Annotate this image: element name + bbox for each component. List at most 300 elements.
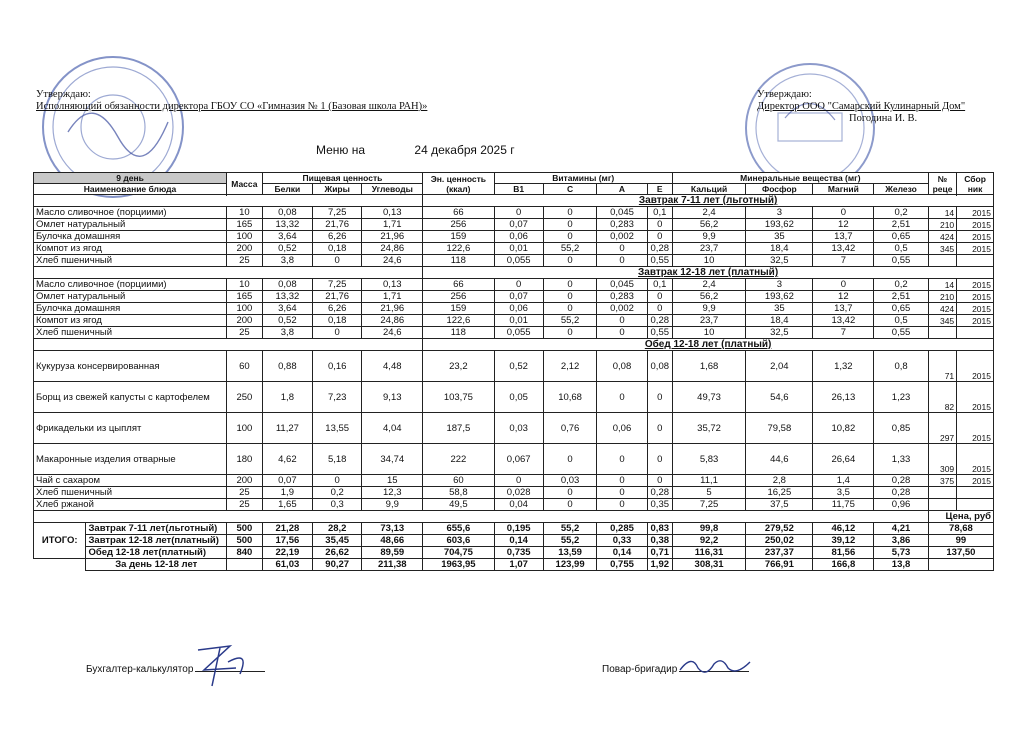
dish-mass: 25 bbox=[227, 499, 263, 511]
dish-protein: 0,52 bbox=[262, 315, 312, 327]
dish-recipe: 210 bbox=[928, 291, 956, 303]
dish-iron: 2,51 bbox=[874, 219, 929, 231]
dish-fat: 21,76 bbox=[313, 291, 362, 303]
dish-phosphorus: 54,6 bbox=[746, 382, 813, 413]
dish-magnesium: 7 bbox=[813, 327, 874, 339]
dish-calcium: 7,25 bbox=[672, 499, 745, 511]
dish-magnesium: 13,42 bbox=[813, 315, 874, 327]
dish-name: Омлет натуральный bbox=[34, 219, 227, 231]
dish-carbs: 1,71 bbox=[362, 219, 423, 231]
day-total-fat: 90,27 bbox=[313, 559, 362, 571]
dish-iron: 0,28 bbox=[874, 475, 929, 487]
dish-e: 0 bbox=[647, 303, 672, 315]
dish-fat: 0 bbox=[313, 475, 362, 487]
dish-carbs: 15 bbox=[362, 475, 423, 487]
total-b1: 0,195 bbox=[494, 523, 543, 535]
dish-recipe: 375 bbox=[928, 475, 956, 487]
dish-phosphorus: 37,5 bbox=[746, 499, 813, 511]
price-label: Цена, руб bbox=[928, 511, 993, 523]
day-total-a: 0,755 bbox=[597, 559, 647, 571]
total-energy: 704,75 bbox=[423, 547, 494, 559]
dish-fat: 6,26 bbox=[313, 303, 362, 315]
dish-a: 0,045 bbox=[597, 279, 647, 291]
dish-collection: 2015 bbox=[957, 219, 994, 231]
dish-e: 0 bbox=[647, 413, 672, 444]
dish-name: Хлеб пшеничный bbox=[34, 487, 227, 499]
dish-b1: 0 bbox=[494, 207, 543, 219]
dish-a: 0 bbox=[597, 255, 647, 267]
day-total-c: 123,99 bbox=[543, 559, 597, 571]
dish-protein: 0,07 bbox=[262, 475, 312, 487]
dish-name: Кукуруза консервированная bbox=[34, 351, 227, 382]
dish-a: 0,06 bbox=[597, 413, 647, 444]
dish-e: 0,35 bbox=[647, 499, 672, 511]
dish-b1: 0,52 bbox=[494, 351, 543, 382]
header-minerals: Минеральные вещества (мг) bbox=[672, 173, 928, 184]
dish-name: Масло сливочное (порциими) bbox=[34, 279, 227, 291]
dish-collection bbox=[957, 255, 994, 267]
dish-recipe: 210 bbox=[928, 219, 956, 231]
dish-collection: 2015 bbox=[957, 382, 994, 413]
dish-protein: 3,64 bbox=[262, 231, 312, 243]
total-fat: 26,62 bbox=[313, 547, 362, 559]
dish-iron: 0,5 bbox=[874, 243, 929, 255]
dish-magnesium: 13,7 bbox=[813, 231, 874, 243]
dish-collection: 2015 bbox=[957, 413, 994, 444]
dish-c: 55,2 bbox=[543, 315, 597, 327]
total-c: 55,2 bbox=[543, 523, 597, 535]
dish-energy: 58,8 bbox=[423, 487, 494, 499]
total-carbs: 48,66 bbox=[362, 535, 423, 547]
dish-phosphorus: 44,6 bbox=[746, 444, 813, 475]
dish-fat: 0,16 bbox=[313, 351, 362, 382]
dish-collection bbox=[957, 487, 994, 499]
dish-iron: 0,8 bbox=[874, 351, 929, 382]
header-fat: Жиры bbox=[313, 184, 362, 195]
dish-carbs: 4,48 bbox=[362, 351, 423, 382]
total-b1: 0,14 bbox=[494, 535, 543, 547]
dish-phosphorus: 35 bbox=[746, 231, 813, 243]
dish-name: Компот из ягод bbox=[34, 315, 227, 327]
dish-calcium: 11,1 bbox=[672, 475, 745, 487]
dish-protein: 13,32 bbox=[262, 219, 312, 231]
dish-recipe: 424 bbox=[928, 231, 956, 243]
accountant-label: Бухгалтер-калькулятор bbox=[86, 664, 194, 675]
dish-c: 0 bbox=[543, 219, 597, 231]
dish-protein: 0,88 bbox=[262, 351, 312, 382]
dish-collection: 2015 bbox=[957, 351, 994, 382]
dish-iron: 1,33 bbox=[874, 444, 929, 475]
dish-e: 0 bbox=[647, 382, 672, 413]
dish-carbs: 4,04 bbox=[362, 413, 423, 444]
dish-a: 0 bbox=[597, 499, 647, 511]
dish-e: 0,1 bbox=[647, 207, 672, 219]
dish-energy: 49,5 bbox=[423, 499, 494, 511]
dish-mass: 25 bbox=[227, 255, 263, 267]
total-b1: 0,735 bbox=[494, 547, 543, 559]
day-total-iron: 13,8 bbox=[874, 559, 929, 571]
day-total-magnesium: 166,8 bbox=[813, 559, 874, 571]
dish-iron: 0,96 bbox=[874, 499, 929, 511]
section-spacer bbox=[34, 267, 423, 279]
dish-b1: 0,01 bbox=[494, 315, 543, 327]
dish-phosphorus: 32,5 bbox=[746, 327, 813, 339]
total-iron: 4,21 bbox=[874, 523, 929, 535]
dish-fat: 0,3 bbox=[313, 499, 362, 511]
total-price: 137,50 bbox=[928, 547, 993, 559]
dish-recipe bbox=[928, 499, 956, 511]
total-name: Обед 12-18 лет(платный) bbox=[86, 547, 227, 559]
dish-fat: 5,18 bbox=[313, 444, 362, 475]
header-protein: Белки bbox=[262, 184, 312, 195]
section-title: Завтрак 12-18 лет (платный) bbox=[423, 267, 994, 279]
dish-collection bbox=[957, 499, 994, 511]
dish-e: 0 bbox=[647, 219, 672, 231]
dish-c: 0 bbox=[543, 207, 597, 219]
total-calcium: 99,8 bbox=[672, 523, 745, 535]
dish-magnesium: 26,13 bbox=[813, 382, 874, 413]
dish-calcium: 9,9 bbox=[672, 303, 745, 315]
dish-fat: 21,76 bbox=[313, 219, 362, 231]
approval-left bbox=[36, 89, 427, 113]
dish-c: 2,12 bbox=[543, 351, 597, 382]
dish-row bbox=[34, 499, 994, 511]
dish-row bbox=[34, 413, 994, 444]
dish-a: 0,045 bbox=[597, 207, 647, 219]
total-a: 0,285 bbox=[597, 523, 647, 535]
dish-energy: 23,2 bbox=[423, 351, 494, 382]
dish-protein: 1,9 bbox=[262, 487, 312, 499]
dish-a: 0 bbox=[597, 444, 647, 475]
dish-a: 0 bbox=[597, 315, 647, 327]
section-row bbox=[34, 339, 994, 351]
chef-label: Повар-бригадир bbox=[602, 664, 678, 675]
header-magnesium: Магний bbox=[813, 184, 874, 195]
day-label: 9 день bbox=[34, 173, 227, 184]
dish-recipe bbox=[928, 487, 956, 499]
dish-a: 0,002 bbox=[597, 231, 647, 243]
dish-row bbox=[34, 207, 994, 219]
dish-c: 0 bbox=[543, 487, 597, 499]
total-energy: 655,6 bbox=[423, 523, 494, 535]
dish-e: 0,08 bbox=[647, 351, 672, 382]
total-e: 0,71 bbox=[647, 547, 672, 559]
dish-magnesium: 13,7 bbox=[813, 303, 874, 315]
dish-fat: 0,18 bbox=[313, 243, 362, 255]
dish-a: 0,002 bbox=[597, 303, 647, 315]
dish-c: 0 bbox=[543, 279, 597, 291]
dish-calcium: 5 bbox=[672, 487, 745, 499]
dish-carbs: 9,9 bbox=[362, 499, 423, 511]
dish-recipe: 82 bbox=[928, 382, 956, 413]
dish-magnesium: 26,64 bbox=[813, 444, 874, 475]
approval-right-name: Погодина И. В. bbox=[849, 113, 918, 124]
dish-magnesium: 13,42 bbox=[813, 243, 874, 255]
section-spacer bbox=[34, 195, 423, 207]
dish-carbs: 9,13 bbox=[362, 382, 423, 413]
total-mass: 840 bbox=[227, 547, 263, 559]
dish-mass: 25 bbox=[227, 327, 263, 339]
dish-collection: 2015 bbox=[957, 279, 994, 291]
dish-calcium: 2,4 bbox=[672, 279, 745, 291]
approval-right-position: Директор ООО "Самарский Кулинарный Дом" bbox=[757, 101, 966, 112]
total-a: 0,33 bbox=[597, 535, 647, 547]
day-total-row bbox=[34, 559, 994, 571]
dish-a: 0 bbox=[597, 327, 647, 339]
total-row bbox=[34, 523, 994, 535]
dish-b1: 0 bbox=[494, 279, 543, 291]
approval-right-title: Утверждаю: bbox=[757, 89, 812, 100]
dish-a: 0 bbox=[597, 382, 647, 413]
dish-energy: 66 bbox=[423, 207, 494, 219]
dish-name: Хлеб пшеничный bbox=[34, 255, 227, 267]
dish-protein: 1,8 bbox=[262, 382, 312, 413]
dish-b1: 0,055 bbox=[494, 255, 543, 267]
dish-phosphorus: 3 bbox=[746, 279, 813, 291]
dish-magnesium: 0 bbox=[813, 207, 874, 219]
dish-energy: 118 bbox=[423, 255, 494, 267]
dish-a: 0,283 bbox=[597, 219, 647, 231]
total-iron: 3,86 bbox=[874, 535, 929, 547]
dish-row bbox=[34, 303, 994, 315]
dish-mass: 25 bbox=[227, 487, 263, 499]
dish-mass: 165 bbox=[227, 291, 263, 303]
chef-signature-mark bbox=[676, 650, 756, 680]
dish-e: 0,28 bbox=[647, 243, 672, 255]
dish-fat: 6,26 bbox=[313, 231, 362, 243]
dish-name: Борщ из свежей капусты с картофелем bbox=[34, 382, 227, 413]
dish-row bbox=[34, 243, 994, 255]
menu-date-line bbox=[316, 143, 515, 157]
dish-e: 0,28 bbox=[647, 315, 672, 327]
dish-b1: 0,067 bbox=[494, 444, 543, 475]
dish-row bbox=[34, 231, 994, 243]
header-carbs: Углеводы bbox=[362, 184, 423, 195]
day-total-name: За день 12-18 лет bbox=[86, 559, 227, 571]
dish-energy: 122,6 bbox=[423, 243, 494, 255]
dish-b1: 0,028 bbox=[494, 487, 543, 499]
dish-magnesium: 11,75 bbox=[813, 499, 874, 511]
dish-calcium: 23,7 bbox=[672, 315, 745, 327]
dish-row bbox=[34, 475, 994, 487]
itogo-label: ИТОГО: bbox=[34, 523, 86, 559]
dish-mass: 165 bbox=[227, 219, 263, 231]
total-carbs: 73,13 bbox=[362, 523, 423, 535]
dish-mass: 100 bbox=[227, 413, 263, 444]
day-total-phosphorus: 766,91 bbox=[746, 559, 813, 571]
dish-phosphorus: 193,62 bbox=[746, 291, 813, 303]
dish-calcium: 10 bbox=[672, 255, 745, 267]
dish-b1: 0,07 bbox=[494, 291, 543, 303]
dish-e: 0,55 bbox=[647, 255, 672, 267]
dish-calcium: 23,7 bbox=[672, 243, 745, 255]
dish-recipe: 14 bbox=[928, 207, 956, 219]
dish-magnesium: 12 bbox=[813, 291, 874, 303]
dish-magnesium: 10,82 bbox=[813, 413, 874, 444]
dish-recipe: 71 bbox=[928, 351, 956, 382]
approval-left-position: Исполняющий обязанности директора ГБОУ СО «Гимназия № 1 (Базовая школа РАН)» bbox=[36, 101, 428, 112]
dish-fat: 0 bbox=[313, 255, 362, 267]
dish-mass: 200 bbox=[227, 243, 263, 255]
dish-magnesium: 0 bbox=[813, 279, 874, 291]
total-c: 13,59 bbox=[543, 547, 597, 559]
dish-collection: 2015 bbox=[957, 291, 994, 303]
dish-carbs: 24,6 bbox=[362, 327, 423, 339]
dish-carbs: 24,86 bbox=[362, 243, 423, 255]
dish-magnesium: 1,4 bbox=[813, 475, 874, 487]
dish-calcium: 5,83 bbox=[672, 444, 745, 475]
dish-phosphorus: 2,04 bbox=[746, 351, 813, 382]
header-e: Е bbox=[647, 184, 672, 195]
dish-name: Фрикадельки из цыплят bbox=[34, 413, 227, 444]
dish-carbs: 34,74 bbox=[362, 444, 423, 475]
total-a: 0,14 bbox=[597, 547, 647, 559]
total-price: 99 bbox=[928, 535, 993, 547]
total-e: 0,38 bbox=[647, 535, 672, 547]
dish-recipe: 345 bbox=[928, 243, 956, 255]
dish-collection: 2015 bbox=[957, 231, 994, 243]
dish-fat: 7,25 bbox=[313, 279, 362, 291]
dish-phosphorus: 79,58 bbox=[746, 413, 813, 444]
dish-row bbox=[34, 291, 994, 303]
day-total-b1: 1,07 bbox=[494, 559, 543, 571]
dish-c: 0,03 bbox=[543, 475, 597, 487]
dish-calcium: 35,72 bbox=[672, 413, 745, 444]
dish-collection: 2015 bbox=[957, 315, 994, 327]
total-magnesium: 46,12 bbox=[813, 523, 874, 535]
dish-c: 0 bbox=[543, 231, 597, 243]
dish-fat: 7,25 bbox=[313, 207, 362, 219]
dish-a: 0,08 bbox=[597, 351, 647, 382]
header-calcium: Кальций bbox=[672, 184, 745, 195]
dish-energy: 118 bbox=[423, 327, 494, 339]
dish-iron: 0,28 bbox=[874, 487, 929, 499]
dish-fat: 0,2 bbox=[313, 487, 362, 499]
dish-c: 0,76 bbox=[543, 413, 597, 444]
accountant-signature-mark bbox=[190, 640, 260, 688]
total-carbs: 89,59 bbox=[362, 547, 423, 559]
price-header-spacer bbox=[34, 511, 929, 523]
total-name: Завтрак 12-18 лет(платный) bbox=[86, 535, 227, 547]
dish-e: 0 bbox=[647, 231, 672, 243]
dish-carbs: 24,6 bbox=[362, 255, 423, 267]
dish-carbs: 24,86 bbox=[362, 315, 423, 327]
dish-magnesium: 1,32 bbox=[813, 351, 874, 382]
dish-carbs: 1,71 bbox=[362, 291, 423, 303]
dish-recipe: 14 bbox=[928, 279, 956, 291]
dish-mass: 200 bbox=[227, 475, 263, 487]
dish-collection bbox=[957, 327, 994, 339]
dish-a: 0 bbox=[597, 475, 647, 487]
total-protein: 17,56 bbox=[262, 535, 312, 547]
dish-e: 0 bbox=[647, 444, 672, 475]
header-c: С bbox=[543, 184, 597, 195]
dish-e: 0,1 bbox=[647, 279, 672, 291]
header-collection: Сбор ник bbox=[957, 173, 994, 195]
dish-c: 0 bbox=[543, 303, 597, 315]
dish-calcium: 1,68 bbox=[672, 351, 745, 382]
dish-a: 0 bbox=[597, 243, 647, 255]
dish-calcium: 56,2 bbox=[672, 219, 745, 231]
section-title: Обед 12-18 лет (платный) bbox=[423, 339, 994, 351]
dish-iron: 0,55 bbox=[874, 327, 929, 339]
total-phosphorus: 237,37 bbox=[746, 547, 813, 559]
dish-iron: 0,85 bbox=[874, 413, 929, 444]
day-total-energy: 1963,95 bbox=[423, 559, 494, 571]
section-row bbox=[34, 195, 994, 207]
dish-carbs: 0,13 bbox=[362, 279, 423, 291]
dish-fat: 7,23 bbox=[313, 382, 362, 413]
total-fat: 35,45 bbox=[313, 535, 362, 547]
total-row bbox=[34, 535, 994, 547]
dish-a: 0,283 bbox=[597, 291, 647, 303]
dish-protein: 3,64 bbox=[262, 303, 312, 315]
total-phosphorus: 279,52 bbox=[746, 523, 813, 535]
header-dish-name: Наименование блюда bbox=[34, 184, 227, 195]
dish-magnesium: 12 bbox=[813, 219, 874, 231]
dish-c: 0 bbox=[543, 499, 597, 511]
dish-row bbox=[34, 444, 994, 475]
dish-iron: 1,23 bbox=[874, 382, 929, 413]
header-a: А bbox=[597, 184, 647, 195]
day-total-spacer bbox=[34, 559, 86, 571]
dish-b1: 0,07 bbox=[494, 219, 543, 231]
dish-c: 10,68 bbox=[543, 382, 597, 413]
dish-mass: 100 bbox=[227, 231, 263, 243]
total-calcium: 116,31 bbox=[672, 547, 745, 559]
dish-row bbox=[34, 382, 994, 413]
dish-b1: 0,06 bbox=[494, 231, 543, 243]
dish-c: 55,2 bbox=[543, 243, 597, 255]
dish-recipe: 309 bbox=[928, 444, 956, 475]
total-iron: 5,73 bbox=[874, 547, 929, 559]
total-protein: 22,19 bbox=[262, 547, 312, 559]
dish-collection: 2015 bbox=[957, 475, 994, 487]
dish-calcium: 56,2 bbox=[672, 291, 745, 303]
dish-energy: 256 bbox=[423, 291, 494, 303]
dish-row bbox=[34, 219, 994, 231]
dish-carbs: 21,96 bbox=[362, 231, 423, 243]
menu-table bbox=[33, 172, 994, 571]
dish-row bbox=[34, 279, 994, 291]
dish-protein: 1,65 bbox=[262, 499, 312, 511]
dish-name: Чай с сахаром bbox=[34, 475, 227, 487]
total-magnesium: 81,56 bbox=[813, 547, 874, 559]
dish-collection: 2015 bbox=[957, 243, 994, 255]
dish-mass: 10 bbox=[227, 207, 263, 219]
dish-mass: 60 bbox=[227, 351, 263, 382]
dish-e: 0,55 bbox=[647, 327, 672, 339]
dish-mass: 180 bbox=[227, 444, 263, 475]
dish-row bbox=[34, 351, 994, 382]
dish-protein: 0,08 bbox=[262, 207, 312, 219]
dish-row bbox=[34, 315, 994, 327]
dish-protein: 11,27 bbox=[262, 413, 312, 444]
total-price: 78,68 bbox=[928, 523, 993, 535]
dish-mass: 100 bbox=[227, 303, 263, 315]
total-mass: 500 bbox=[227, 535, 263, 547]
dish-magnesium: 3,5 bbox=[813, 487, 874, 499]
dish-b1: 0 bbox=[494, 475, 543, 487]
dish-iron: 0,2 bbox=[874, 207, 929, 219]
approval-left-title: Утверждаю: bbox=[36, 89, 91, 100]
day-total-carbs: 211,38 bbox=[362, 559, 423, 571]
header-recipe: № реце bbox=[928, 173, 956, 195]
dish-b1: 0,04 bbox=[494, 499, 543, 511]
price-header-row bbox=[34, 511, 994, 523]
approval-right bbox=[757, 89, 965, 125]
dish-calcium: 10 bbox=[672, 327, 745, 339]
